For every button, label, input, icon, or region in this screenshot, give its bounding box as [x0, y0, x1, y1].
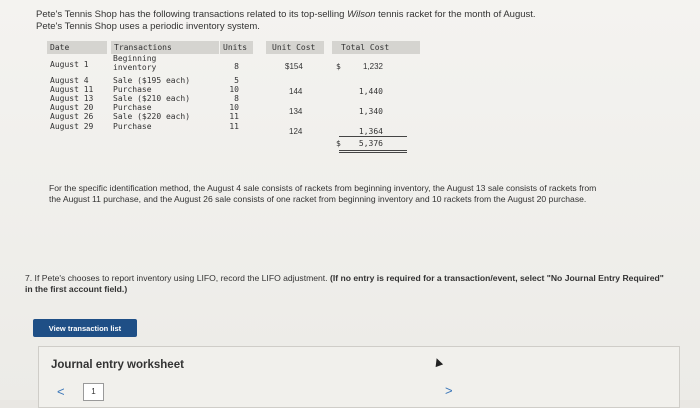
- header-transactions: Transactions: [114, 43, 172, 52]
- row-transaction: Sale ($220 each): [113, 112, 191, 121]
- row-units: 10: [229, 85, 239, 94]
- intro-text: Pete's Tennis Shop has the following transactions related to its top-selling: [36, 9, 348, 20]
- header-unit-cost: Unit Cost: [272, 43, 316, 52]
- row-total-cost: 1,440: [358, 87, 383, 96]
- row-transaction: Sale ($195 each): [113, 76, 191, 85]
- worksheet-title: Journal entry worksheet: [51, 359, 184, 371]
- row-units: 10: [229, 103, 239, 112]
- row-date: August 29: [50, 122, 94, 131]
- view-transaction-list-button[interactable]: View transaction list: [33, 319, 137, 337]
- total-dollar: $: [336, 139, 341, 148]
- brand-name: Wilson: [347, 9, 376, 20]
- total-rule-double-1: [339, 150, 407, 151]
- intro-line-1: [36, 9, 536, 21]
- specific-identification-note: For the specific identification method, the August 4 sale consists of rackets from beginning inventory, the August 13 sale consists of rackets from the August 11 purchase, and the August 26 sale consists of one racket from beginning inventory and 10 rackets from the August 20 purchase.: [49, 183, 597, 205]
- intro-line-2: Pete's Tennis Shop uses a periodic inventory system.: [36, 20, 260, 32]
- row-unit-cost: 124: [289, 127, 303, 136]
- problem-intro: [36, 9, 536, 32]
- row-transaction: Beginning inventory: [113, 54, 157, 72]
- row-units: 5: [234, 76, 239, 85]
- question-text: 7. If Pete's chooses to report inventory using LIFO, record the LIFO adjustment.: [25, 273, 330, 283]
- row-total-cost: 1,364: [358, 127, 383, 136]
- total-rule-double-2: [339, 152, 407, 153]
- row-date: August 4: [50, 76, 89, 85]
- header-date: Date: [50, 43, 70, 52]
- total-rule-top: [339, 136, 407, 137]
- page-number-box[interactable]: 1: [83, 383, 104, 401]
- header-total-cost: Total Cost: [341, 43, 390, 52]
- row-date: August 26: [50, 112, 94, 121]
- row-date: August 13: [50, 94, 94, 103]
- row-unit-cost: 134: [289, 107, 303, 116]
- row-date: August 11: [50, 85, 94, 94]
- question-7: [25, 273, 665, 295]
- row-transaction: Purchase: [113, 85, 152, 94]
- row-total-cost: 1,340: [358, 107, 383, 116]
- row-unit-cost: $154: [285, 62, 303, 71]
- row-total-dollar: $: [336, 62, 341, 71]
- row-unit-cost: 144: [289, 87, 303, 96]
- grand-total: 5,376: [358, 139, 383, 148]
- row-date: August 1: [50, 60, 89, 69]
- mouse-cursor-icon: [433, 357, 443, 367]
- row-units: 11: [229, 112, 239, 121]
- row-total-cost: 1,232: [362, 62, 383, 71]
- row-transaction: Purchase: [113, 103, 152, 112]
- row-units: 8: [234, 62, 239, 71]
- prev-page-chevron-icon[interactable]: <: [57, 384, 65, 399]
- row-units: 11: [229, 122, 239, 131]
- row-date: August 20: [50, 103, 94, 112]
- row-transaction: Purchase: [113, 122, 152, 131]
- header-units: Units: [223, 43, 248, 52]
- question-instruction: (If no entry is required for a transaction/event, select "No Journal Entry Required" in the first account field.): [25, 273, 664, 295]
- row-transaction: Sale ($210 each): [113, 94, 191, 103]
- intro-text-end: tennis racket for the month of August.: [375, 9, 536, 20]
- next-page-chevron-icon[interactable]: >: [445, 383, 453, 398]
- journal-entry-worksheet: [38, 346, 680, 408]
- row-units: 8: [234, 94, 239, 103]
